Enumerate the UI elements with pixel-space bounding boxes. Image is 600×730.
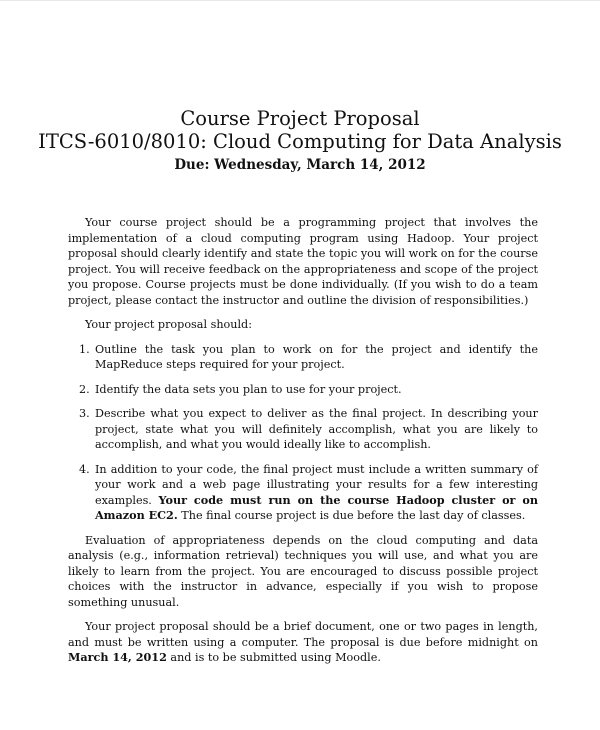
evaluation-paragraph: Evaluation of appropriateness depends on the cloud computing and data analysis (e.g., information retrieval) techniques you will use, and what you are likely to learn from the project. You are encouraged to discuss possible project choices with the instructor in advance, especially if you wish to propose something unusual. bbox=[68, 533, 538, 609]
list-number: 3. bbox=[79, 407, 90, 420]
submission-text: Your project proposal should be a brief document, one or two pages in length, and must be written using a computer. The proposal is due before midnight on bbox=[68, 620, 538, 649]
list-item bbox=[68, 342, 538, 373]
list-item-bold-text: Your code must run on the course Hadoop cluster or on Amazon EC2. bbox=[95, 492, 538, 522]
document-body bbox=[68, 215, 538, 675]
list-item-text: Outline the task you plan to work on for the project and identify the MapReduce steps required for your project. bbox=[95, 342, 538, 371]
document-title: Course Project Proposal bbox=[180, 107, 420, 130]
submission-date: March 14, 2012 bbox=[68, 650, 167, 664]
proposal-should-paragraph: Your project proposal should: bbox=[85, 318, 252, 331]
submission-text-end: and is to be submitted using Moodle. bbox=[166, 651, 381, 664]
list-item bbox=[68, 462, 538, 524]
list-number: 1. bbox=[79, 342, 90, 356]
list-item-text: Identify the data sets you plan to use for your project. bbox=[95, 382, 402, 396]
intro-paragraph: Your course project should be a programming project that involves the implementation of a cloud computing program using Hadoop. Your project proposal should clearly identify and state the topic you will work on for the course project. You will receive feedback on the appropriateness and scope of the project you propose. Course projects must be done individually. (If you wish to do a team project, please contact the instructor and outline the division of responsibilities.) bbox=[68, 216, 538, 307]
submission-paragraph bbox=[68, 619, 538, 666]
list-number: 4. bbox=[79, 462, 90, 476]
list-item bbox=[68, 406, 538, 453]
course-title: ITCS-6010/8010: Cloud Computing for Data Analysis bbox=[38, 130, 562, 153]
list-item-text-end: The final course project is due before the last day of classes. bbox=[177, 509, 526, 522]
due-date: Due: Wednesday, March 14, 2012 bbox=[174, 157, 426, 173]
list-item-text: In addition to your code, the final project must include a written summary of your work and a web page illustrating your results for a few interesting examples. bbox=[95, 462, 538, 507]
list-number: 2. bbox=[79, 382, 90, 396]
requirements-list bbox=[68, 342, 538, 524]
list-item bbox=[68, 382, 538, 398]
list-item-text: Describe what you expect to deliver as the final project. In describing your project, state what you will definitely accomplish, what you are likely to accomplish, and what you would ideally like to accomplish. bbox=[95, 407, 538, 451]
